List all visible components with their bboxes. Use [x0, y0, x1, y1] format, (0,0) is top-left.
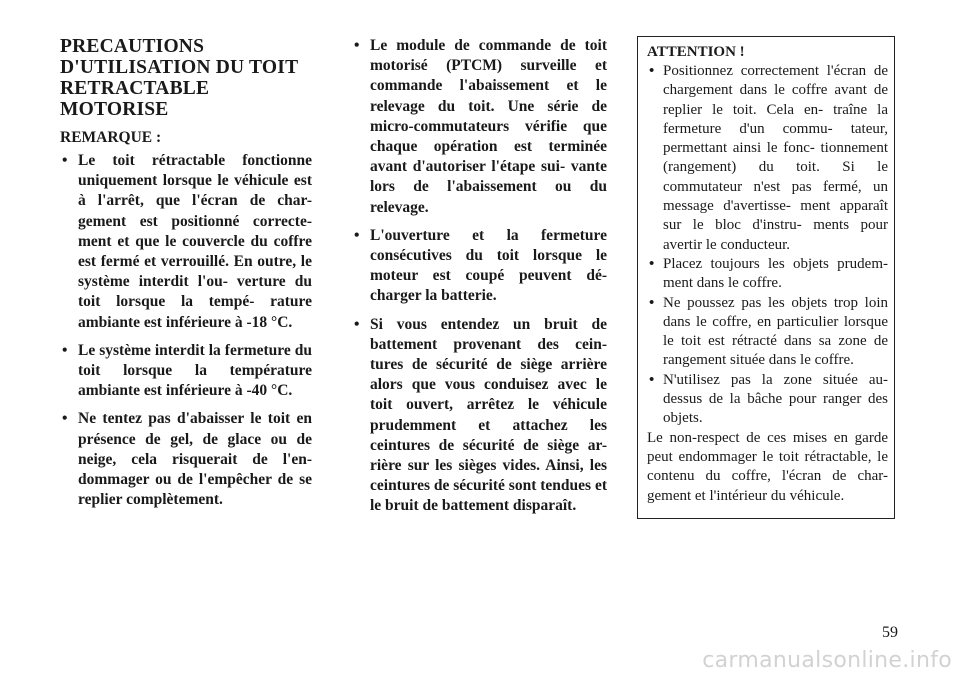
warning-footer: Le non-respect de ces mises en garde peut endommager le toit rétractable, le contenu du coffre, l'écran de char- gement et l'intérieur du véhicule. — [647, 429, 888, 504]
section-title — [60, 36, 312, 120]
warning-title: ATTENTION ! — [647, 44, 745, 60]
bullet-icon: • — [649, 255, 655, 272]
warning-list — [647, 62, 888, 429]
title-line-3: RETRACTABLE MOTORISE — [60, 78, 210, 120]
list-item — [60, 151, 312, 333]
list-item-text: Placez toujours les objets prudem- ment dans le coffre. — [663, 255, 888, 292]
list-item — [352, 226, 607, 307]
bullet-icon: • — [62, 152, 68, 169]
title-line-2: D'UTILISATION DU TOIT — [60, 57, 299, 78]
list-item — [60, 409, 312, 510]
list-item — [60, 341, 312, 402]
page-number: 59 — [882, 624, 898, 641]
title-line-1: PRECAUTIONS — [60, 36, 205, 57]
list-item — [647, 294, 888, 371]
list-item-text: Le module de commande de toit motorisé (PTCM) surveille et commande l'abaissement et le relevage du toit. Une série de micro-commutateurs vérifie que chaque opération est terminée avant d'autoriser l'étape sui- vante lors de l'abaissement ou du relevage. — [370, 37, 607, 216]
bullet-icon: • — [354, 226, 360, 244]
list-item-text: Positionnez correctement l'écran de chargement dans le coffre avant de replier le toit. Cela en- traîne la fermeture d'un commu- tateur, permettant ainsi le fonc- tionnement (rangement) du toit. Si le commutateur n'est pas fermé, un message d'avertisse- ment apparaît sur le bloc d'instru- ments pour avertir le conducteur. — [663, 63, 888, 253]
list-item-text: Le système interdit la fermeture du toit lorsque la température ambiante est inférieure à -40 °C. — [78, 341, 312, 400]
list-item — [352, 36, 607, 218]
list-item — [647, 62, 888, 255]
list-item — [647, 371, 888, 429]
list-item — [352, 315, 607, 517]
bullet-icon: • — [649, 294, 655, 311]
watermark: carmanualsonline.info — [702, 648, 952, 673]
list-item-text: Si vous entendez un bruit de battement provenant des cein- tures de sécurité de siège arrière alors que vous conduisez avec le toit ouvert, arrêtez le véhicule prudemment et attachez les ceintures de sécurité de siège ar- rière sur les sièges vides. Ainsi, les ceintures de sécurité sont tendues et le bruit de battement disparaît. — [370, 315, 607, 515]
note-list-continued — [352, 36, 607, 517]
list-item-text: N'utilisez pas la zone située au- dessus de la bâche pour ranger des objets. — [663, 371, 888, 427]
warning-box — [637, 36, 895, 519]
middle-column — [352, 36, 607, 525]
list-item-text: L'ouverture et la fermeture consécutives du toit lorsque le moteur est coupé peuvent dé- charger la batterie. — [370, 226, 607, 305]
bullet-icon: • — [354, 37, 360, 54]
list-item-text: Ne poussez pas les objets trop loin dans le coffre, en particulier lorsque le toit est rétracté dans sa zone de rangement située dans le coffre. — [663, 294, 888, 369]
bullet-icon: • — [354, 315, 360, 333]
note-list — [60, 151, 312, 510]
list-item-text: Ne tentez pas d'abaisser le toit en présence de gel, de glace ou de neige, cela risquerait de l'en- dommager ou de l'empêcher de se replier complètement. — [78, 410, 312, 509]
left-column — [60, 36, 312, 518]
note-label: REMARQUE : — [60, 129, 162, 146]
bullet-icon: • — [649, 371, 655, 388]
bullet-icon: • — [62, 410, 68, 428]
list-item — [647, 255, 888, 294]
list-item-text: Le toit rétractable fonctionne uniquement lorsque le véhicule est à l'arrêt, que l'écran de char- gement est positionné correcte- ment et que le couvercle du coffre est fermé et verrouillé. En outre, le système interdit l'ou- verture du toit lorsque la tempé- rature ambiante est inférieure à -18 °C. — [78, 152, 312, 331]
bullet-icon: • — [649, 63, 655, 79]
bullet-icon: • — [62, 341, 68, 359]
